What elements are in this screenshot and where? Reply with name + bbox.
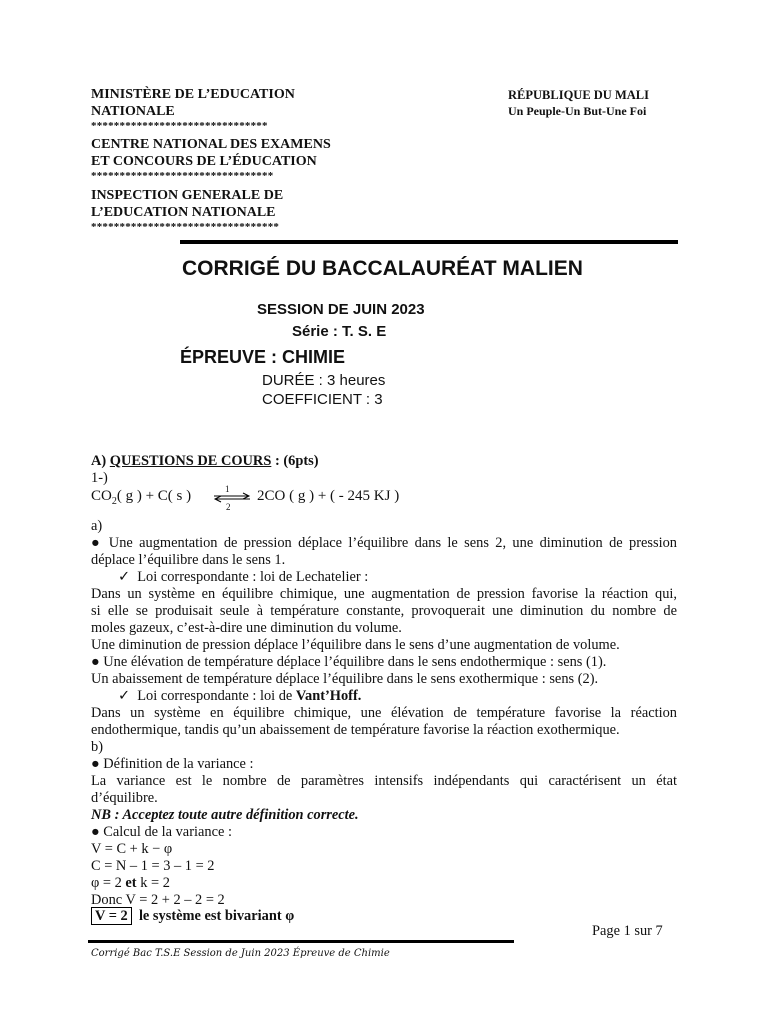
separator-stars-2: ******************************** [91, 170, 274, 182]
check-icon: ✓ [118, 569, 131, 585]
republic-name: RÉPUBLIQUE DU MALI [508, 88, 649, 102]
law-vanthoff-item [118, 688, 704, 705]
question-1-number: 1-) [91, 470, 108, 486]
national-motto: Un Peuple-Un But-Une Foi [508, 104, 647, 118]
section-a-points: : (6pts) [271, 453, 319, 469]
lechatelier-line-2: si elle se produisait seule à température constante, provoquerait une diminution du nombre de [91, 603, 677, 619]
conclusion-line [91, 908, 677, 925]
session-label: SESSION DE JUIN 2023 [257, 301, 425, 318]
reaction-equation [91, 488, 191, 507]
separator-stars-3: ********************************* [91, 221, 280, 233]
arrow-label-1: 1 [225, 484, 230, 494]
equation-left: CO [91, 488, 112, 504]
pressure-paragraph-line-2: déplace l’équilibre dans le sens 1. [91, 552, 286, 568]
coefficient-label: COEFFICIENT : 3 [262, 391, 383, 408]
section-a-title: QUESTIONS DE COURS [109, 453, 272, 469]
part-b-label: b) [91, 739, 103, 755]
temperature-decrease-line: Un abaissement de température déplace l’équilibre dans le sens exothermique : sens (2). [91, 671, 599, 687]
equation-right: 2CO ( g ) + ( - 245 KJ ) [257, 488, 400, 504]
pressure-decrease-line: Une diminution de pression déplace l’équilibre dans le sens d’une augmentation de volume. [91, 637, 620, 653]
epreuve-label: ÉPREUVE : CHIMIE [180, 347, 346, 367]
equation-left-rest: ( g ) + C( s ) [116, 488, 192, 504]
formula-k: k = 2 [140, 875, 170, 891]
inspection-line-2: L’EDUCATION NATIONALE [91, 205, 276, 220]
variance-definition-label: ● Définition de la variance : [91, 756, 254, 772]
formula-phi: φ = 2 [91, 875, 122, 891]
variance-definition-line-1: La variance est le nombre de paramètres intensifs indépendants qui caractérisent un état [91, 773, 677, 789]
variance-definition-line-2: d’équilibre. [91, 790, 158, 806]
inspection-line-1: INSPECTION GENERALE DE [91, 188, 284, 203]
equilibrium-arrow-icon [212, 484, 252, 512]
part-a-label: a) [91, 518, 103, 534]
center-line-1: CENTRE NATIONAL DES EXAMENS [91, 137, 331, 152]
page-number: Page 1 sur 7 [592, 923, 663, 939]
separator-stars-1: ******************************* [91, 120, 268, 132]
section-a-prefix: A) [91, 453, 110, 469]
arrow-label-2: 2 [226, 502, 231, 512]
formula-and: et [121, 875, 141, 891]
page-title: CORRIGÉ DU BACCALAURÉAT MALIEN [182, 257, 583, 280]
center-line-2: ET CONCOURS DE L’ÉDUCATION [91, 154, 317, 169]
lechatelier-line-3: moles gazeux, c’est-à-dire une diminution du volume. [91, 620, 402, 636]
conclusion-text: le système est bivariant φ [138, 908, 295, 924]
ministry-line-1: MINISTÈRE DE L’EDUCATION [91, 87, 295, 102]
equation-subscript: 2 [111, 496, 117, 507]
law-lechatelier-item [118, 569, 704, 586]
vanthoff-line-2: endothermique, tandis qu’un abaissement de température favorise la réaction exothermique. [91, 722, 620, 738]
result-box: V = 2 [91, 907, 132, 925]
formula-phases [91, 875, 677, 892]
formula-components: C = N – 1 = 3 – 1 = 2 [91, 858, 215, 874]
pressure-paragraph-line-1: ● Une augmentation de pression déplace l’équilibre dans le sens 2, une diminution de pression [91, 535, 677, 551]
law-vanthoff-label: Loi correspondante : loi de [137, 688, 296, 704]
duration-label: DURÉE : 3 heures [262, 372, 386, 389]
section-a-heading [91, 453, 677, 470]
law-vanthoff-name: Vant’Hoff. [295, 688, 362, 704]
check-icon: ✓ [118, 688, 131, 704]
vanthoff-line-1: Dans un système en équilibre chimique, une élévation de température favorise la réaction [91, 705, 677, 721]
variance-calc-label: ● Calcul de la variance : [91, 824, 232, 840]
footer-rule [88, 940, 514, 943]
nb-note: NB : Acceptez toute autre définition correcte. [91, 807, 359, 823]
law-lechatelier-label: Loi correspondante : loi de Lechatelier : [137, 569, 369, 585]
serie-label: Série : T. S. E [292, 323, 387, 340]
lechatelier-line-1: Dans un système en équilibre chimique, une augmentation de pression favorise la réaction qui, [91, 586, 677, 602]
title-rule [180, 240, 678, 244]
ministry-line-2: NATIONALE [91, 104, 175, 119]
running-footer: Corrigé Bac T.S.E Session de Juin 2023 Épreuve de Chimie [91, 948, 390, 959]
formula-result: Donc V = 2 + 2 – 2 = 2 [91, 892, 225, 908]
formula-gibbs: V = C + k − φ [91, 841, 173, 857]
temperature-increase-line: ● Une élévation de température déplace l’équilibre dans le sens endothermique : sens (1). [91, 654, 607, 670]
